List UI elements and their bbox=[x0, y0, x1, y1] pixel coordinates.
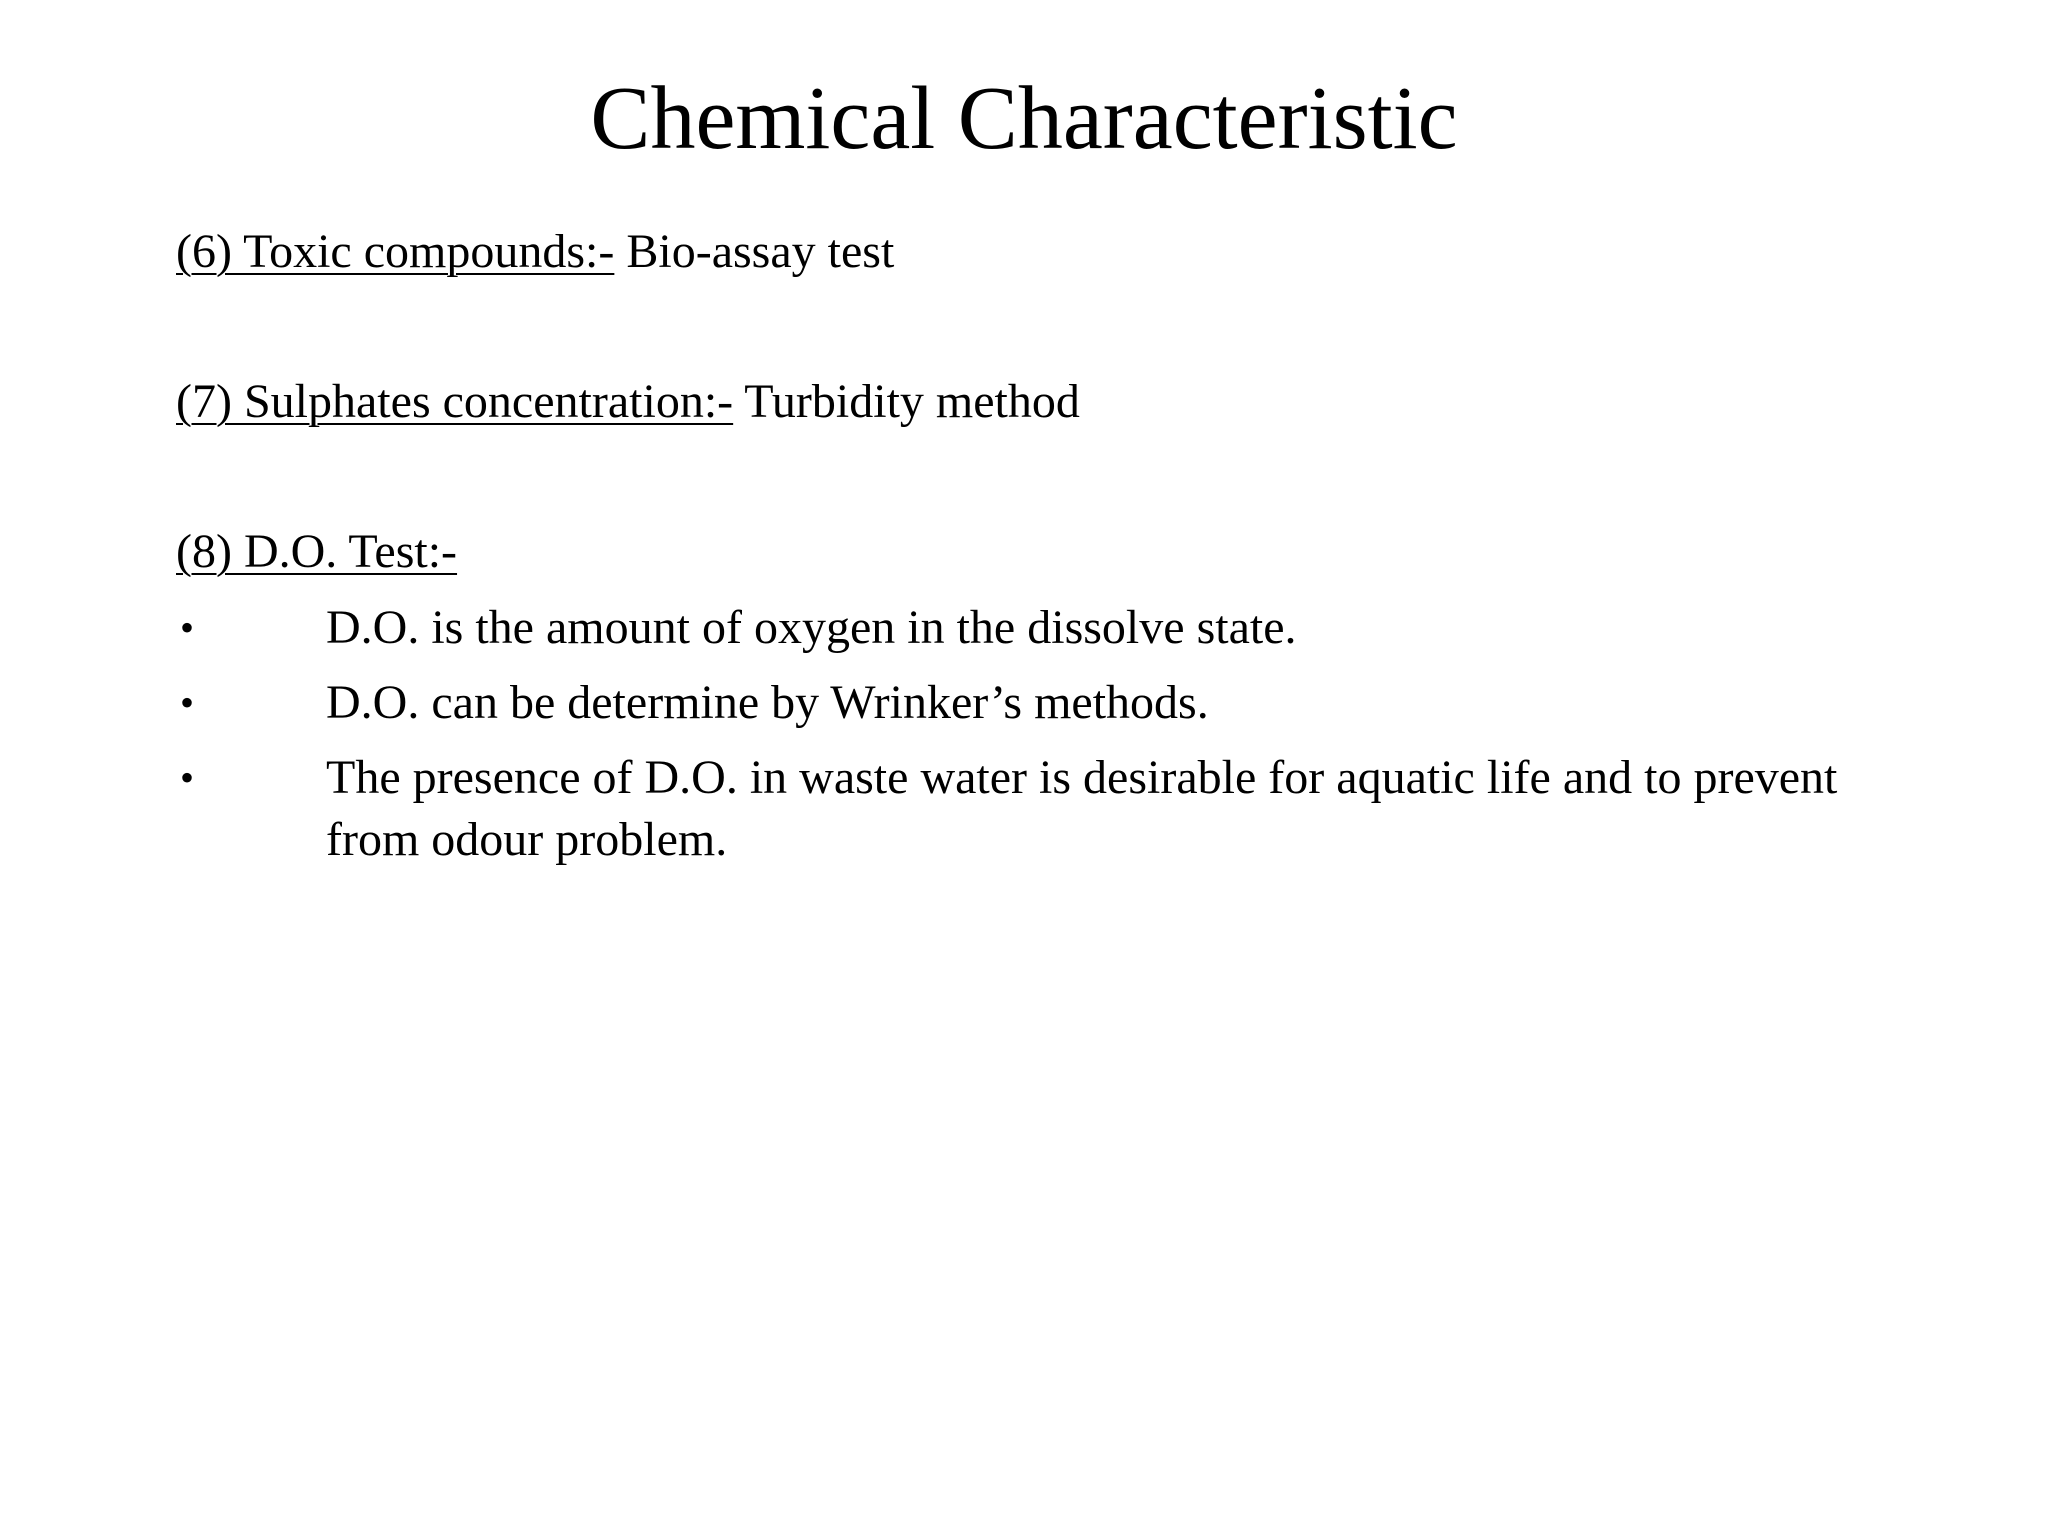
item-text: Turbidity method bbox=[733, 375, 1080, 428]
bullet-text: D.O. can be determine by Wrinker’s methods. bbox=[326, 676, 1209, 729]
item-text: Bio-assay test bbox=[614, 225, 895, 278]
item-sulphates-concentration bbox=[176, 372, 1080, 432]
item-label: (7) Sulphates concentration:- bbox=[176, 375, 734, 428]
bullet-text: The presence of D.O. in waste water is desirable for aquatic life and to prevent from odour problem. bbox=[326, 751, 1838, 866]
item-label: (8) D.O. Test:- bbox=[176, 525, 458, 578]
slide-title: Chemical Characteristic bbox=[590, 69, 1458, 168]
bullet-icon: • bbox=[180, 755, 195, 800]
bullet-text: D.O. is the amount of oxygen in the dissolve state. bbox=[326, 601, 1297, 654]
item-toxic-compounds bbox=[176, 222, 894, 282]
item-do-test bbox=[176, 522, 457, 582]
bullet-icon: • bbox=[180, 680, 195, 725]
item-label: (6) Toxic compounds:- bbox=[176, 225, 615, 278]
bullet-icon: • bbox=[180, 605, 195, 650]
